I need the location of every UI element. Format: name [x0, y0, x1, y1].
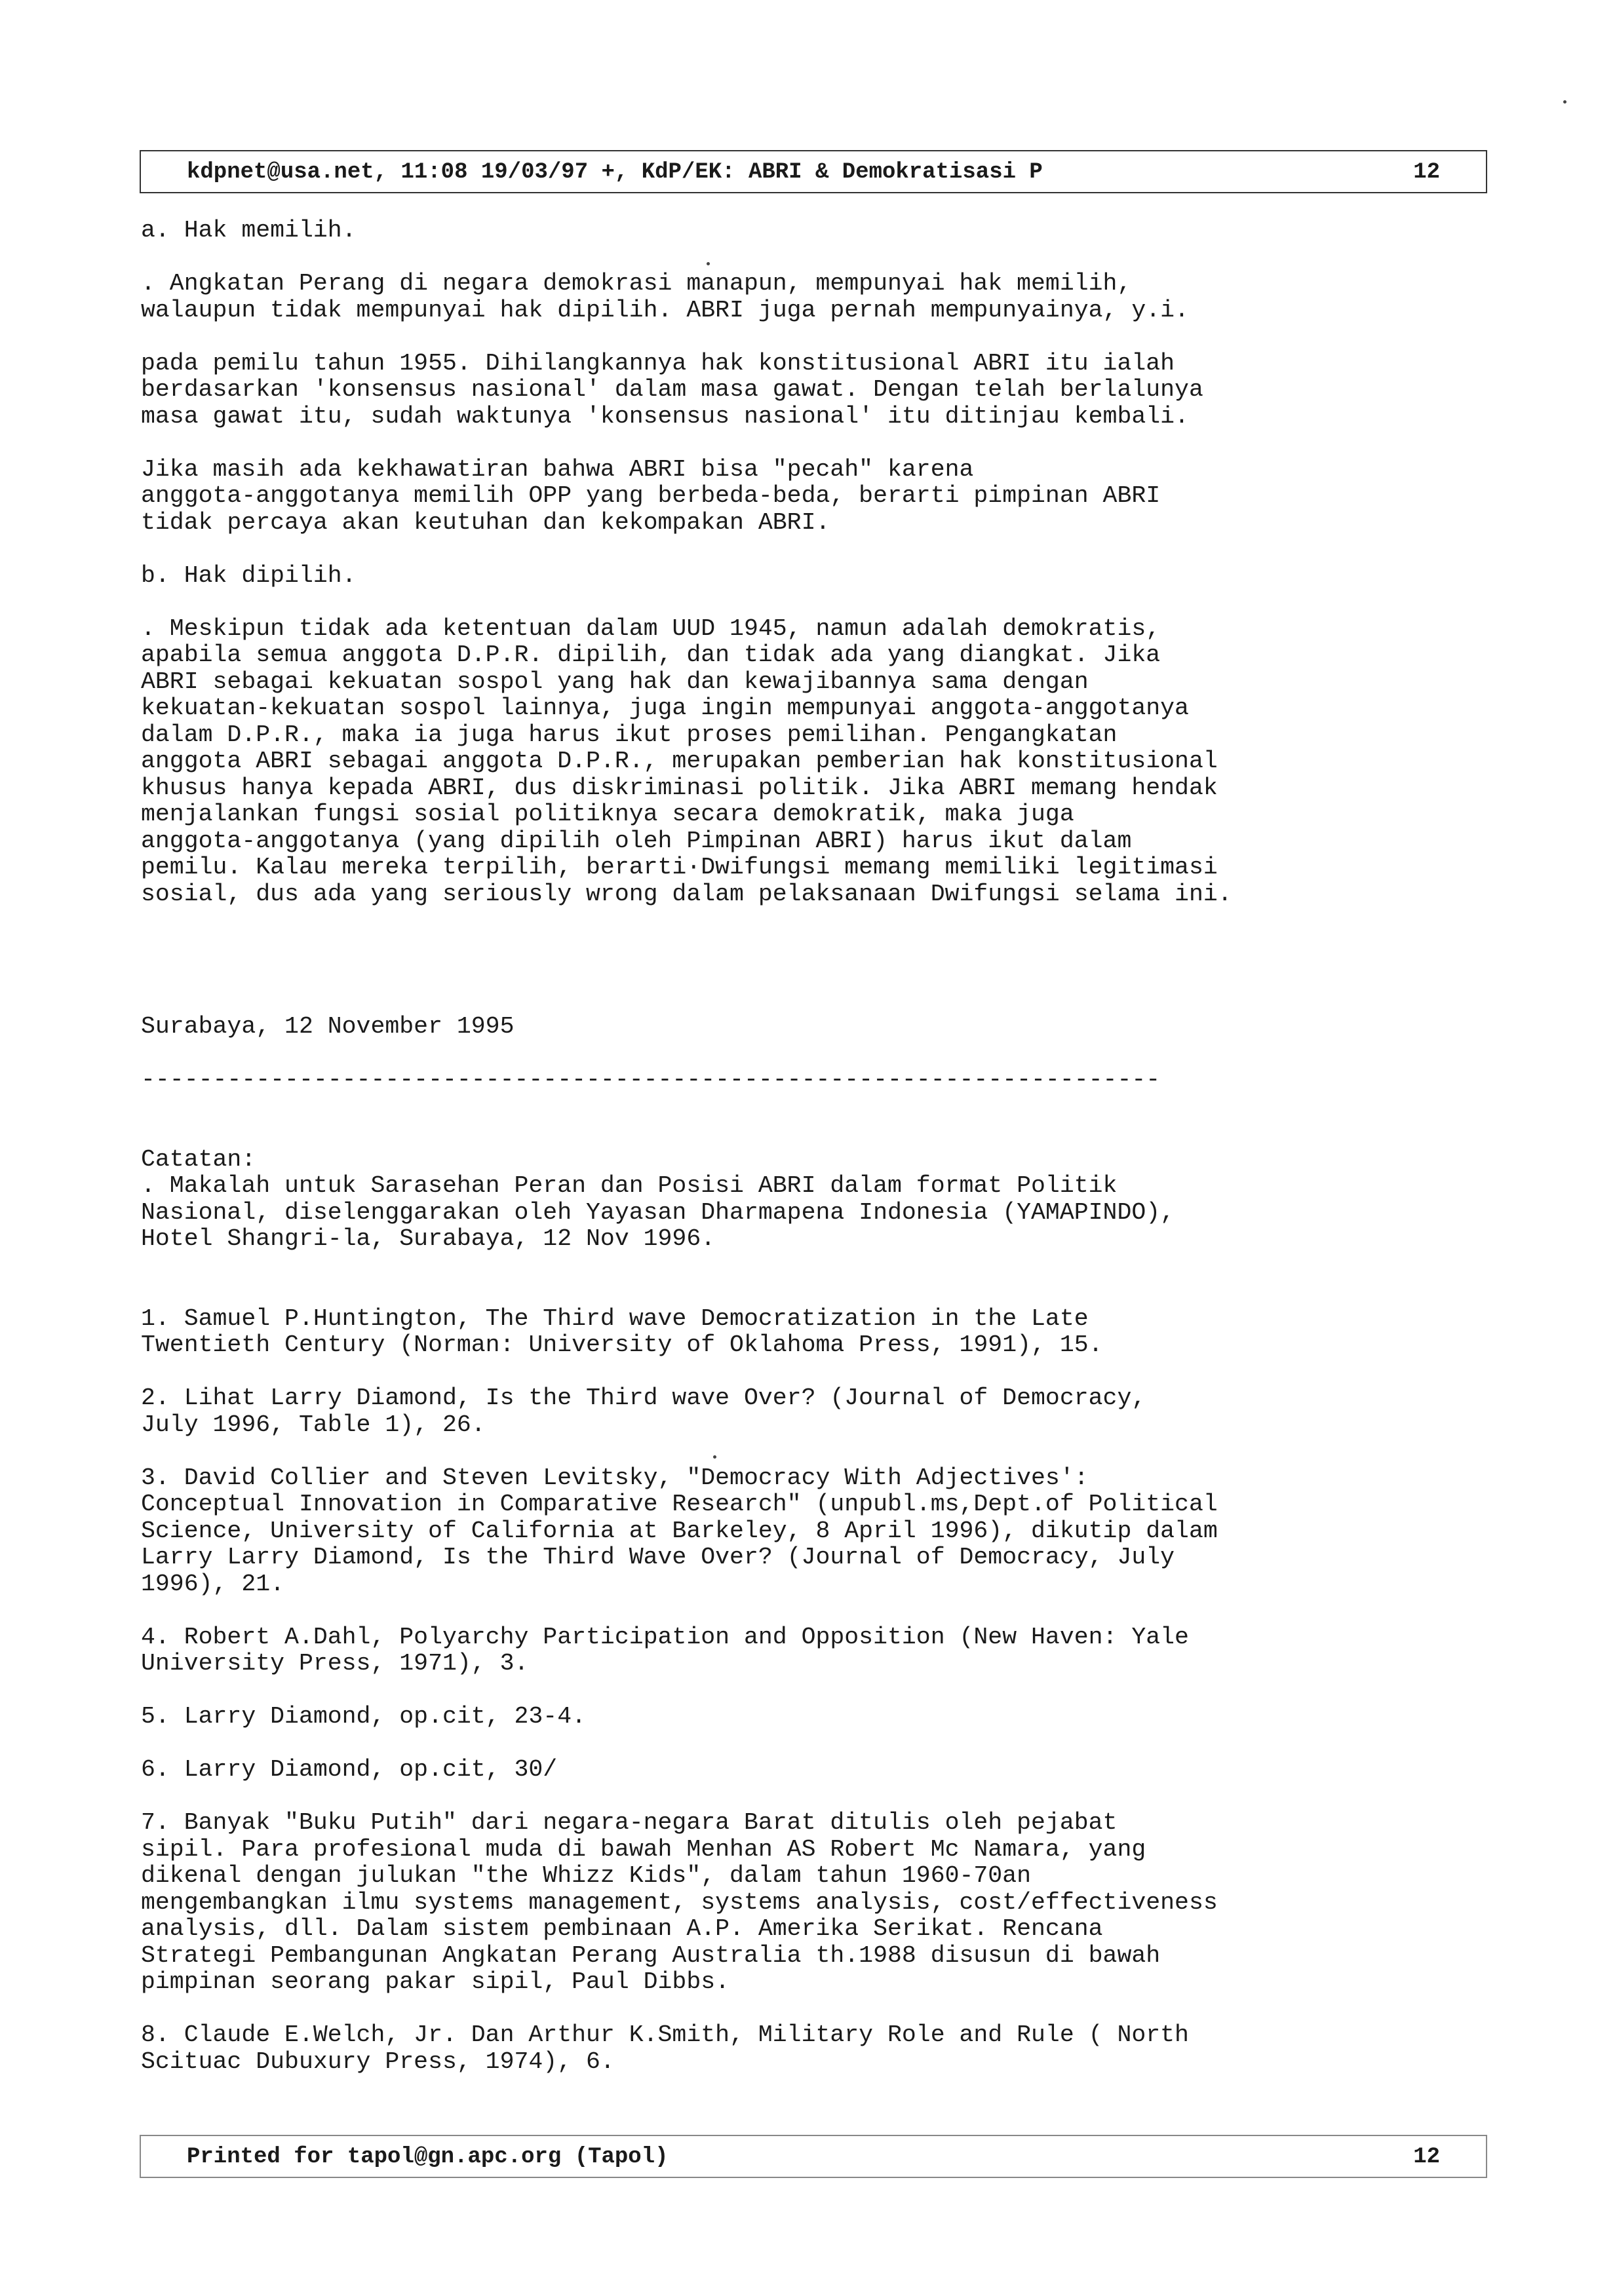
section-heading-a: a. Hak memilih.: [141, 217, 357, 244]
paragraph-a3: Jika masih ada kekhawatiran bahwa ABRI bisa "pecah" karena anggota-anggotanya memilih OPP yang berbeda-beda, berarti pimpinan ABRI tidak percaya akan keutuhan dan kekompakan ABRI.: [141, 455, 1161, 536]
section-heading-b: b. Hak dipilih.: [141, 562, 357, 589]
note-item: 7. Banyak "Buku Putih" dari negara-negara Barat ditulis oleh pejabat sipil. Para profesional muda di bawah Menhan AS Robert Mc Namara, yang dikenal dengan julukan "the Whizz Kids", dalam tahun 1960-70an mengembangkan ilmu systems management, systems analysis, cost/effectiveness analysis, dll. Dalam sistem pembinaan A.P. Amerika Serikat. Rencana Strategi Pembangunan Angkatan Perang Australia th.1988 disusun di bawah pimpinan seorang pakar sipil, Paul Dibbs.: [141, 1809, 1218, 1995]
separator-rule: -----------------------------------------------------------------------: [141, 1067, 1161, 1093]
footer-text: Printed for tapol@gn.apc.org (Tapol): [187, 2145, 669, 2170]
paragraph-a1: . Angkatan Perang di negara demokrasi manapun, mempunyai hak memilih, walaupun tidak mempunyai hak dipilih. ABRI juga pernah mempunyainya, y.i.: [141, 270, 1189, 324]
note-item: 8. Claude E.Welch, Jr. Dan Arthur K.Smith, Military Role and Rule ( North Scituac Dubuxury Press, 1974), 6.: [141, 2021, 1189, 2075]
note-item: 5. Larry Diamond, op.cit, 23-4.: [141, 1703, 587, 1730]
note-item: 3. David Collier and Steven Levitsky, "Democracy With Adjectives': Conceptual Innovation in Comparative Research" (unpubl.ms,Dept.of Political Science, University of California at Barkeley, 8 April 1996), dikutip dalam Larry Larry Diamond, Is the Third Wave Over? (Journal of Democracy, July 1996), 21.: [141, 1464, 1218, 1598]
footer-page-number: 12: [1413, 2145, 1440, 2170]
place-date: Surabaya, 12 November 1995: [141, 1013, 515, 1040]
notes-title: Catatan:: [141, 1145, 256, 1173]
header-page-number: 12: [1413, 160, 1440, 185]
notes-intro: . Makalah untuk Sarasehan Peran dan Posisi ABRI dalam format Politik Nasional, diselenggarakan oleh Yayasan Dharmapena Indonesia (YAMAPINDO), Hotel Shangri-la, Surabaya, 12 Nov 1996.: [141, 1172, 1175, 1252]
page-header: [140, 150, 1487, 193]
paragraph-b1: . Meskipun tidak ada ketentuan dalam UUD 1945, namun adalah demokratis, apabila semua anggota D.P.R. dipilih, dan tidak ada yang diangkat. Jika ABRI sebagai kekuatan sospol yang hak dan kewajibannya sama dengan kekuatan-kekuatan sospol lainnya, juga ingin mempunyai anggota-anggotanya dalam D.P.R., maka ia juga harus ikut proses pemilihan. Pengangkatan anggota ABRI sebagai anggota D.P.R., merupakan pemberian hak konstitusional khusus hanya kepada ABRI, dus diskriminasi politik. Jika ABRI memang hendak menjalankan fungsi sosial politiknya secara demokratik, maka juga anggota-anggotanya (yang dipilih oleh Pimpinan ABRI) harus ikut dalam pemilu. Kalau mereka terpilih, berarti·Dwifungsi memang memiliki legitimasi sosial, dus ada yang seriously wrong dalam pelaksanaan Dwifungsi selama ini.: [141, 615, 1232, 908]
paragraph-a2: pada pemilu tahun 1955. Dihilangkannya hak konstitusional ABRI itu ialah berdasarkan 'konsensus nasional' dalam masa gawat. Dengan telah berlalunya masa gawat itu, sudah waktunya 'konsensus nasional' itu ditinjau kembali.: [141, 349, 1203, 430]
scan-speck: [707, 262, 710, 265]
scan-speck: [713, 1455, 716, 1459]
scan-speck: [1563, 100, 1566, 104]
page-footer: [140, 2135, 1487, 2178]
document-body: [141, 218, 1465, 2102]
note-item: 2. Lihat Larry Diamond, Is the Third wave Over? (Journal of Democracy, July 1996, Table 1), 26.: [141, 1385, 1146, 1438]
note-item: 4. Robert A.Dahl, Polyarchy Participation and Opposition (New Haven: Yale University Press, 1971), 3.: [141, 1623, 1189, 1677]
note-item: 1. Samuel P.Huntington, The Third wave Democratization in the Late Twentieth Century (Norman: University of Oklahoma Press, 1991), 15.: [141, 1305, 1103, 1358]
header-text: kdpnet@usa.net, 11:08 19/03/97 +, KdP/EK: ABRI & Demokratisasi P: [187, 160, 1043, 185]
note-item: 6. Larry Diamond, op.cit, 30/: [141, 1756, 558, 1783]
